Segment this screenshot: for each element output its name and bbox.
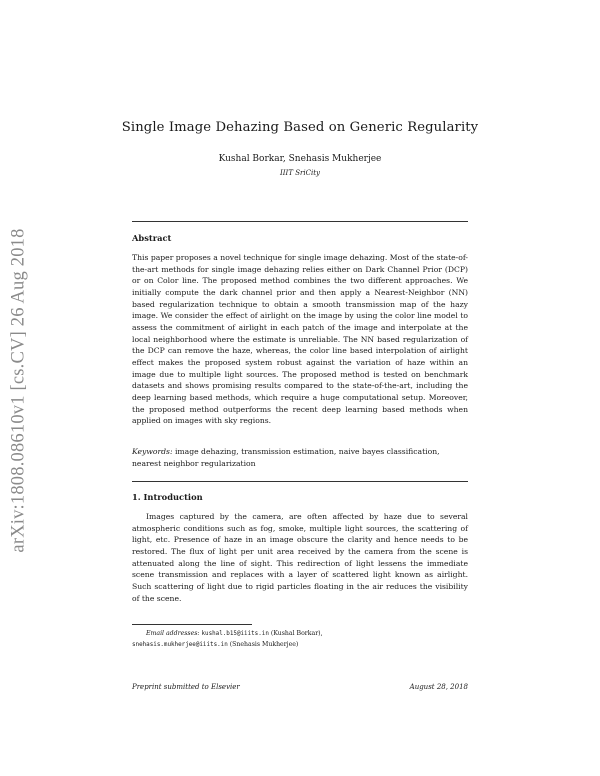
keywords <box>132 446 468 469</box>
footnote-rule <box>132 624 252 625</box>
introduction-text: Images captured by the camera, are often affected by haze due to several atmospheric conditions such as fog, smoke, multiple light sources, the scattering of light, etc. Presence of haze in an image obscure the clarity and hence needs to be restored. The flux of light per unit area received by the camera from the scene is attenuated along the line of sight. This redirection of light lessens the immediate scene transmission and replaces with a layer of scattered light known as airlight. Such scattering of light due to rigid particles floating in the air reduces the visibility of the scene. <box>132 512 468 603</box>
abstract-text: This paper proposes a novel technique for single image dehazing. Most of the state-of-the-art methods for single image dehazing relies either on Dark Channel Prior (DCP) or on Color line. The proposed method combines the two different approaches. We initially compute the dark channel prior and then apply a Nearest-Neighbor (NN) based regularization technique to obtain a smooth transmission map of the hazy image. We consider the effect of airlight on the image by using the color line model to assess the commitment of airlight in each patch of the image and interpolate at the local neighborhood where the estimate is unreliable. The NN based regularization of the DCP can remove the haze, whereas, the color line based interpolation of airlight effect makes the proposed system robust against the variation of haze within an image due to multiple light sources. The proposed method is tested on benchmark datasets and shows promising results compared to the state-of-the-art, including the deep learning based methods, which require a huge computational setup. Moreover, the proposed method outperforms the recent deep learning based methods when applied on images with sky regions. <box>132 253 468 426</box>
arxiv-identifier-text: arXiv:1808.08610v1 [cs.CV] 26 Aug 2018 <box>8 227 29 553</box>
email-snehasis[interactable]: snehasis.mukherjee@iiits.in <box>132 641 228 648</box>
arxiv-identifier <box>4 200 34 580</box>
footer-preprint: Preprint submitted to Elsevier <box>132 683 240 691</box>
abstract-bottom-rule <box>132 481 468 482</box>
keywords-text: image dehazing, transmission estimation, naive bayes classification, nearest neighbor regularization <box>132 447 440 468</box>
paper-title: Single Image Dehazing Based on Generic Regularity <box>121 120 479 135</box>
keywords-label: Keywords: <box>132 447 173 456</box>
affiliation: IIIT SriCity <box>280 169 320 177</box>
section-heading-introduction: 1. Introduction <box>132 492 203 502</box>
footnote-label: Email addresses: <box>146 630 200 637</box>
authors: Kushal Borkar, Snehasis Mukherjee <box>218 154 382 164</box>
footer-date: August 28, 2018 <box>409 683 468 691</box>
email-snehasis-name: (Snehasis Mukherjee) <box>229 640 299 648</box>
abstract-top-rule <box>132 221 468 222</box>
abstract-heading: Abstract <box>132 233 172 243</box>
email-kushal[interactable]: kushal.b15@iiits.in <box>201 631 269 637</box>
footnote <box>132 629 472 650</box>
email-kushal-name: (Kushal Borkar), <box>270 630 323 637</box>
